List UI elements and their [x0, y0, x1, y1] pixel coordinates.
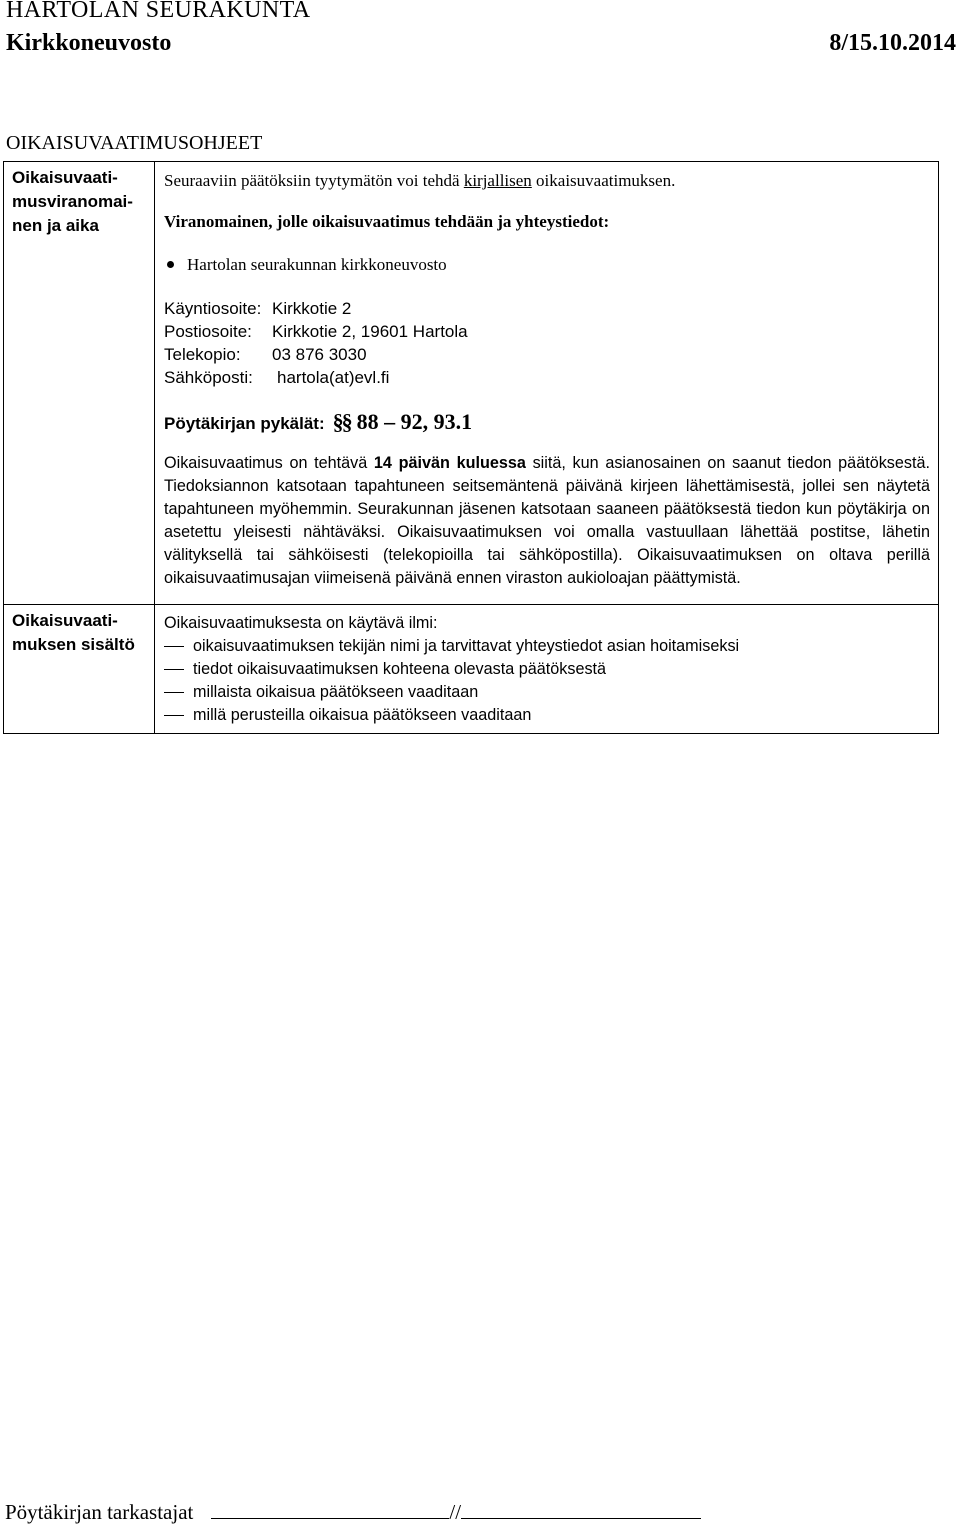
intro-text-underlined: kirjallisen: [463, 171, 532, 190]
list-item: [164, 635, 930, 658]
signature-separator: //: [449, 1500, 462, 1524]
authority-heading: Viranomainen, jolle oikaisuvaatimus tehdään ja yhteystiedot:: [164, 212, 610, 231]
section-numbers: 88 – 92, 93.1: [356, 409, 473, 434]
document-header: [6, 28, 956, 58]
authority-row: [4, 162, 939, 605]
contact-row-email: [164, 366, 930, 389]
contact-row-post: [164, 320, 930, 343]
intro-text-end: oikaisuvaatimuksen.: [531, 171, 676, 190]
list-item-text: millaista oikaisua päätökseen vaaditaan: [193, 683, 479, 701]
meeting-reference: 8/15.10.2014: [829, 30, 956, 56]
body-name: Kirkkoneuvosto: [6, 30, 172, 56]
contact-value: Kirkkotie 2, 19601 Hartola: [272, 322, 468, 341]
contact-key: Käyntiosoite:: [164, 299, 262, 318]
deadline-rest: siitä, kun asianosainen on saanut tiedon päätöksestä. Tiedoksiannon katsotaan tapahtuneen seitsemäntenä päivänä kirjeen lähettämisestä, jollei sen näytetä tapahtuneen myöhemmin. Seurakunnan jäsenen katsotaan saaneen päätöksestä tiedon kun pöytäkirja on asetettu yleisesti nähtäväksi. Oikaisuvaatimuksen voi omalla vastuullaan lähettää postitse, lähetin välityksellä tai sähköisesti (telekopioilla tai sähköpostilla). Oikaisuvaatimuksen on oltava perillä oikaisuvaatimusajan viimeisenä päivänä ennen viraston aukioloajan päättymistä.: [164, 454, 930, 587]
contact-key: Telekopio:: [164, 345, 241, 364]
contact-value: hartola(at)evl.fi: [277, 368, 390, 387]
minutes-sections: [164, 410, 930, 440]
contact-key: Sähköposti:: [164, 368, 253, 387]
organization-name: HARTOLAN SEURAKUNTA: [6, 0, 311, 23]
list-item: [164, 681, 930, 704]
instructions-table: [3, 161, 939, 734]
dash-icon: [164, 715, 184, 716]
content-requirements: [155, 605, 939, 734]
contact-row-fax: [164, 343, 930, 366]
requirements-intro: Oikaisuvaatimuksesta on käytävä ilmi:: [164, 614, 438, 632]
intro-text-start: Seuraaviin päätöksiin tyytymätön voi tehdä: [164, 171, 464, 190]
dash-icon: [164, 646, 184, 647]
list-item: [164, 658, 930, 681]
intro-text: [164, 168, 930, 192]
contact-row-visit: [164, 297, 930, 320]
signature-line-2: [461, 1496, 701, 1519]
dash-icon: [164, 669, 184, 670]
authority-name: Hartolan seurakunnan kirkkoneuvosto: [187, 255, 447, 274]
deadline-start: Oikaisuvaatimus on tehtävä: [164, 454, 374, 472]
list-item-text: tiedot oikaisuvaatimuksen kohteena olevasta päätöksestä: [193, 660, 607, 678]
contact-details: [164, 297, 930, 389]
inspectors-label: Pöytäkirjan tarkastajat: [5, 1500, 194, 1524]
deadline-bold: 14 päivän kuluessa: [373, 454, 526, 472]
bullet-icon: [167, 261, 174, 268]
authority-label: Oikaisuvaati- musviranomai- nen ja aika: [4, 162, 155, 605]
list-item: [164, 704, 930, 727]
dash-icon: [164, 692, 184, 693]
section-symbol: §§: [332, 409, 351, 434]
content-row: [4, 605, 939, 734]
inspectors-footer: [5, 1496, 701, 1526]
authority-content: [155, 162, 939, 605]
list-item-text: millä perusteilla oikaisua päätökseen vaaditaan: [193, 706, 532, 724]
authority-bullet: [164, 253, 930, 276]
contact-key: Postiosoite:: [164, 322, 252, 341]
section-title: OIKAISUVAATIMUSOHJEET: [6, 132, 263, 154]
deadline-paragraph: [164, 452, 930, 604]
list-item-text: oikaisuvaatimuksen tekijän nimi ja tarvittavat yhteystiedot asian hoitamiseksi: [193, 637, 740, 655]
content-label: Oikaisuvaati- muksen sisältö: [4, 605, 155, 734]
contact-value: Kirkkotie 2: [272, 299, 352, 318]
signature-line-1: [211, 1496, 449, 1519]
sections-label: Pöytäkirjan pykälät:: [164, 414, 325, 433]
contact-value: 03 876 3030: [272, 345, 367, 364]
